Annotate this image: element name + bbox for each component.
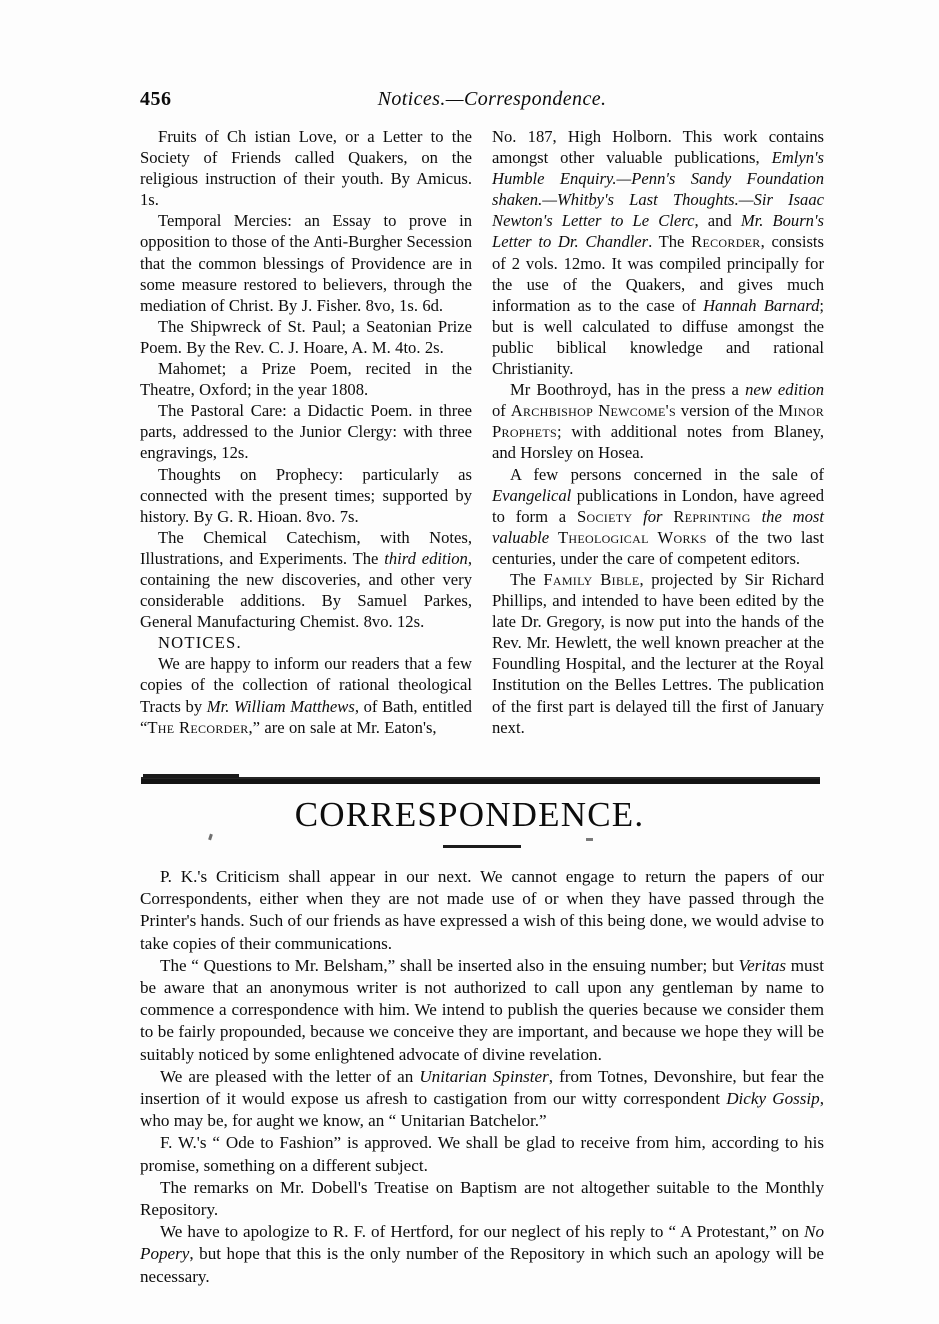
society-smallcaps: Society [576,506,633,526]
correspondence-text: F. W.'s “ Ode to Fashion” is approved. We shall be glad to receive from him, according to his promise, something on a different subject. [140,1133,824,1175]
correspondence-text: must be aware that an anonymous writer is not authorized to call upon any gentleman by name to commence a correspondence with him. We intend to publish the queries because we consider them to be fairly propounded, because we conceive they are important, and because we hope they will be suitably noticed by some enlightened advocate of divine revelation. [140,955,824,1064]
notice-family-bible [492,569,824,738]
notice-text: The Shipwreck of St. Paul; a Seatonian Prize Poem. By the Rev. C. J. Hoare, A. M. 4to. 2s. [140,316,472,357]
notice-entry-chemical-catechism [140,527,472,632]
edition-italic: new edition [745,380,825,400]
correspondence-text: We are pleased with the letter of an [160,1066,420,1086]
notice-text: , containing the new discoveries, and other very considerable additions. By Samuel Parkes, General Manufacturing Chemist. 8vo. 12s. [140,548,473,632]
notices-column-left [140,126,472,738]
notice-text: publications in London, have agreed to form a [492,485,824,526]
notice-entry [140,210,472,315]
notice-text [632,507,643,526]
notices-section-heading: NOTICES. [158,633,242,653]
correspondence-text: The remarks on Mr. Dobell's Treatise on Baptism are not altogether suitable to the Monthly Repository. [140,1177,824,1220]
spinster-italic: Unitarian Spinster [419,1066,549,1086]
notice-text [549,528,558,547]
evangelical-italic: Evangelical [492,485,572,505]
notice-text: Mahomet; a Prize Poem, recited in the Theatre, Oxford; in the year 1808. [140,359,472,400]
notice-text: , consists of 2 vols. 12mo. It was compiled principally for the use of the Quakers, and gives much information as to the case of [492,232,825,315]
archbishop-smallcaps: Archbishop Newcome's [510,401,676,421]
notices-columns [140,126,824,738]
title-italic: Mr. Bourn's Letter to Dr. Chandler [492,211,824,252]
notice-text: A few persons concerned in the sale of [510,464,824,484]
correspondence-text: , but hope that this is the only number of the Repository in which such an apology will be necessary. [140,1244,824,1286]
notices-column-right [492,126,824,738]
page-speck [586,838,593,841]
correspondence-text: , who may be, for aught we know, an “ Unitarian Batchelor.” [140,1089,824,1131]
notice-text [751,507,762,526]
recorder-smallcaps: The Recorder [147,717,249,737]
correspondence-item [140,866,824,955]
notice-text: , projected by Sir Richard Phillips, and intended to have been edited by the late Dr. Gregory, is now put into the hands of the Rev. Mr. Hewlett, the well known preacher at the Foundling Hospital, and the lecturer at the Royal Institution on the Belles Lettres. The publication of the first part is delayed till the first of January next. [492,569,824,737]
notice-text: version of the [675,401,779,421]
notice-text: Mr Boothroyd, has in the press a [510,380,746,400]
notice-recorder-paragraph [140,653,472,737]
notice-text: . The [648,232,692,252]
no-popery-italic: No Popery [140,1222,824,1264]
notice-text: We are happy to inform our readers that a few copies of the collection of rational theological Tracts by [140,654,472,716]
notice-text: ,” are on sale at Mr. Eaton's, [248,717,437,737]
notice-text: Thoughts on Prophecy: particularly as connected with the present times; supported by history. By G. R. Hioan. 8vo. 7s. [140,464,472,526]
notice-text [663,507,674,526]
correspondence-text: The “ Questions to Mr. Belsham,” shall be inserted also in the ensuing number; but [160,955,739,975]
author-italic: Mr. William Matthews [206,696,355,716]
page-speck [208,834,213,841]
title-italic: Emlyn's Humble Enquiry.—Penn's Sandy Foundation shaken.—Whitby's Last Thoughts.—Sir Isaac Newton's Letter to Le Clerc [492,148,824,231]
running-head-title: Notices.—Correspondence. [377,88,607,110]
family-bible-smallcaps: Family Bible [543,569,640,589]
notice-text: , of Bath, entitled “ [140,696,472,737]
correspondence-item [140,1221,824,1288]
correspondence-item [140,1177,824,1221]
notice-text: No. 187, High Holborn. This work contains amongst other valuable publications, [492,127,824,168]
name-italic: Hannah Barnard [703,295,820,315]
recorder-smallcaps: Recorder [691,232,761,252]
correspondence-text: We have to apologize to R. F. of Hertford, for our neglect of his reply to “ A Protestant,” on [160,1222,805,1242]
theological-works-smallcaps: Theological Works [557,527,707,547]
notice-text: of [492,401,511,421]
reprinting-smallcaps: Reprinting [673,506,751,526]
veritas-italic: Veritas [738,955,787,975]
notice-society [492,464,824,569]
correspondence-item [140,955,824,1066]
page-number: 456 [140,88,172,110]
correspondence-text: P. K.'s Criticism shall appear in our next. We cannot engage to return the papers of our Correspondents, either when they are not made use of or when they have passed through the Printer's hands. Such of our friends as have expressed a wish of this being done, we would advise to take copies of their communications. [140,867,824,953]
notice-recorder-continued [492,126,824,379]
correspondence-body [140,866,824,1288]
correspondence-heading: CORRESPONDENCE. [294,795,645,834]
correspondence-item [140,1132,824,1176]
edition-italic: third edition [384,548,468,568]
for-italic: for [643,506,663,526]
notice-text: Temporal Mercies: an Essay to prove in opposition to those of the Anti-Burgher Secession that the common blessings of Providence are in some measure restored to believers, through the mediation of Christ. By J. Fisher. 8vo, 1s. 6d. [140,211,472,315]
running-head [140,88,820,114]
heading-underline-rule [443,845,521,848]
notice-entry [140,126,472,210]
notice-boothroyd [492,379,824,463]
valuable-italic: the most valuable [492,506,824,547]
notice-text: The Pastoral Care: a Didactic Poem. in three parts, addressed to the Junior Clergy: with three engravings, 12s. [140,401,472,463]
notice-text: The [510,569,544,589]
notice-text: ; but is well calculated to diffuse amongst the public biblical knowledge and rational Christianity. [492,295,824,379]
notice-entry [140,358,472,400]
notice-entry [140,316,472,358]
correspondence-text: , from Totnes, Devonshire, but fear the insertion of it would expose us afresh to castigation from our witty correspondent [140,1066,825,1109]
notice-entry [140,400,472,463]
notice-text: of the two last centuries, under the care of competent editors. [492,527,824,568]
notice-entry [140,464,472,527]
section-divider-rule [141,777,820,784]
notice-text: Fruits of Ch istian Love, or a Letter to the Society of Friends called Quakers, on the religious instruction of their youth. By Amicus. 1s. [140,127,472,210]
gossip-italic: Dicky Gossip [726,1089,820,1109]
notice-text: ; with additional notes from Blaney, and Horsley on Hosea. [492,422,824,463]
minor-prophets-smallcaps: Minor Prophets [492,401,824,442]
notice-text: , and [694,211,741,231]
notice-text: The Chemical Catechism, with Notes, Illustrations, and Experiments. The [140,527,472,568]
correspondence-item [140,1066,824,1133]
